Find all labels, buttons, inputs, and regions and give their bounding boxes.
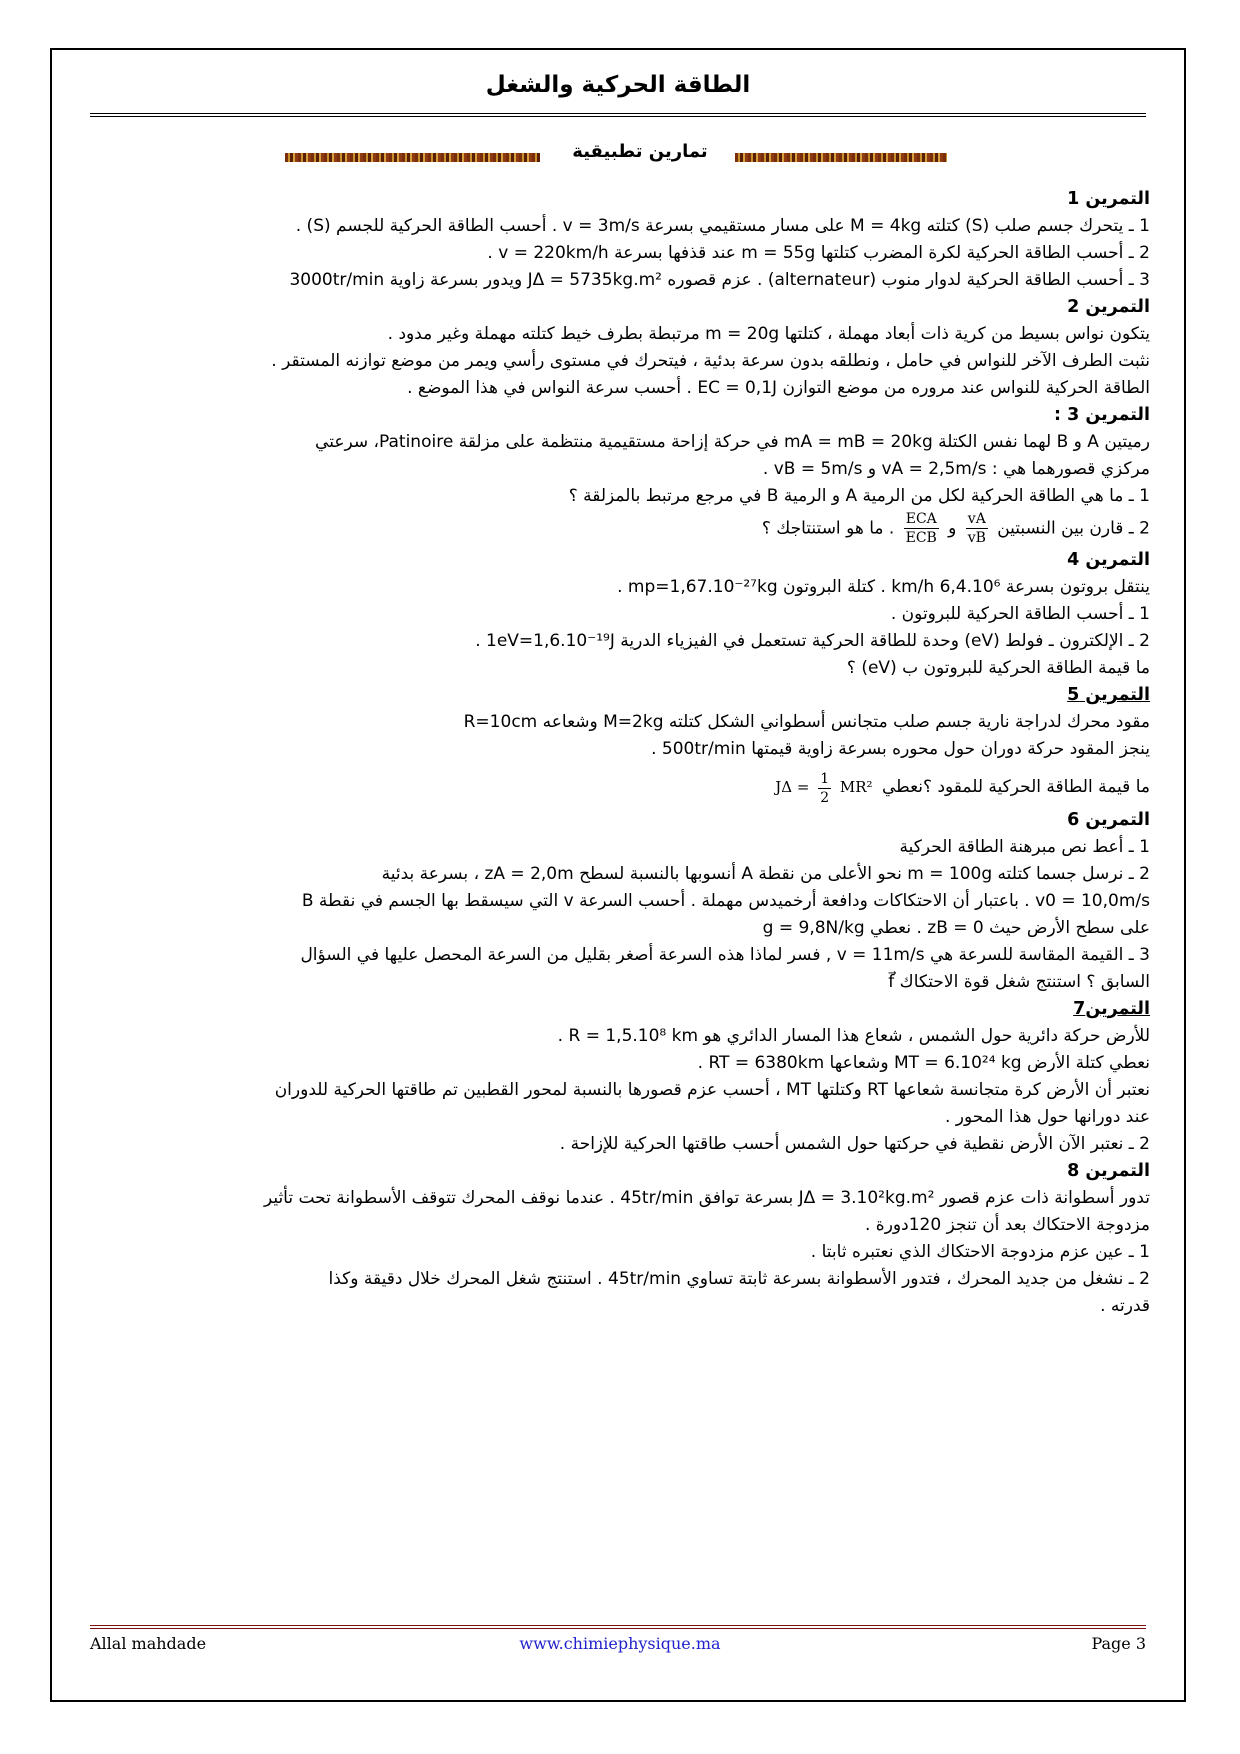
exercise-1-heading: التمرين 1 — [1067, 189, 1150, 209]
section-subtitle: تمارين تطبيقية — [572, 141, 708, 162]
exercise-8-heading: التمرين 8 — [1067, 1160, 1150, 1181]
exercise-6-line: على سطح الأرض حيث zB = 0 . نعطي g = 9,8N/kg — [762, 917, 1150, 938]
exercise-1-line: 3 ـ أحسب الطاقة الحركية لدوار منوب (alternateur) . عزم قصوره JΔ = 5735kg.m² ويدور بسرعة زاوية 3000tr/min — [289, 270, 1150, 290]
fraction-numerator: ECA — [905, 511, 937, 527]
exercise-7-line: نعطي كتلة الأرض MT = 6.10²⁴ kg وشعاعها RT = 6380km . — [697, 1052, 1150, 1073]
exercise-6-line: 2 ـ نرسل جسما كتلته m = 100g نحو الأعلى من نقطة A أنسوبها بالنسبة لسطح zA = 2,0m ، بسرعة بدئية — [381, 863, 1150, 884]
fraction-numerator: vA — [967, 511, 986, 527]
exercise-7-heading: التمرين7 — [1073, 998, 1150, 1019]
ratio-text-end: . ما هو استنتاجك ؟ — [761, 518, 895, 539]
exercise-8-line: 2 ـ نشغل من جديد المحرك ، فتدور الأسطوانة بسرعة ثابتة تساوي 45tr/min . استنتج شغل المحرك خلال دقيقة وكذا — [328, 1268, 1150, 1289]
exercise-8-line: قدرته . — [1100, 1295, 1150, 1316]
energy-ratio-fraction — [904, 510, 939, 547]
exercise-1-line: 2 ـ أحسب الطاقة الحركية لكرة المضرب كتلتها m = 55g عند قذفها بسرعة v = 220km/h . — [487, 243, 1150, 263]
formula-left: JΔ = — [775, 778, 810, 796]
formula-text: ما قيمة الطاقة الحركية للمقود ؟نعطي — [881, 777, 1150, 797]
footer-divider — [90, 1625, 1146, 1629]
fraction-denominator: 2 — [820, 789, 830, 806]
exercise-4-line: 1 ـ أحسب الطاقة الحركية للبروتون . — [890, 604, 1150, 624]
exercise-6-line: 3 ـ القيمة المقاسة للسرعة هي v = 11m/s , فسر لماذا هذه السرعة أصغر بقليل من السرعة المحصل عليها في السؤال — [300, 944, 1150, 965]
exercise-8-line: تدور أسطوانة ذات عزم قصور JΔ = 3.10²kg.m² بسرعة توافق 45tr/min . عندما نوقف المحرك تتوقف الأسطوانة تحت تأثير — [263, 1187, 1150, 1208]
footer-website-link[interactable]: www.chimiephysique.ma — [519, 1634, 721, 1653]
ratio-text-start: 2 ـ قارن بين النسبتين — [997, 518, 1150, 539]
inertia-formula — [771, 769, 876, 807]
exercise-4-line: ما قيمة الطاقة الحركية للبروتون ب (eV) ؟ — [846, 658, 1150, 678]
exercises-content — [88, 186, 1150, 1320]
exercise-7-line: 2 ـ نعتبر الآن الأرض نقطية في حركتها حول الشمس أحسب طاقتها الحركية للإزاحة . — [559, 1133, 1150, 1154]
exercise-2-line: الطاقة الحركية للنواس عند مروره من موضع التوازن EC = 0,1J . أحسب سرعة النواس في هذا الموضع . — [407, 378, 1150, 398]
exercise-6-line: السابق ؟ استنتج شغل قوة الاحتكاك f⃗ — [888, 971, 1150, 992]
fraction-denominator: vB — [967, 530, 986, 546]
exercise-5-line: مقود محرك لدراجة نارية جسم صلب متجانس أسطواني الشكل كتلته M=2kg وشعاعه R=10cm — [463, 712, 1150, 732]
exercise-8-line: مزدوجة الاحتكاك بعد أن تنجز 120دورة . — [865, 1214, 1150, 1235]
footer-author: Allal mahdade — [90, 1634, 207, 1653]
exercise-1-line: 1 ـ يتحرك جسم صلب (S) كتلته M = 4kg على مسار مستقيمي بسرعة v = 3m/s . أحسب الطاقة الحركية للجسم (S) . — [295, 216, 1150, 236]
decorative-band-right — [735, 153, 947, 162]
fraction-numerator: 1 — [820, 770, 830, 787]
exercise-4-heading: التمرين 4 — [1067, 550, 1150, 570]
exercise-5-formula-line — [88, 769, 1150, 807]
exercise-7-line: نعتبر أن الأرض كرة متجانسة شعاعها RT وكتلتها MT ، أحسب عزم قصورها بالنسبة لمحور القطبين تم طاقتها الحركية للدوران — [274, 1079, 1150, 1100]
exercise-3-heading: التمرين 3 : — [1053, 405, 1150, 425]
exercise-7-line: للأرض حركة دائرية حول الشمس ، شعاع هذا المسار الدائري هو R = 1,5.10⁸ km . — [557, 1025, 1150, 1046]
formula-right: MR² — [839, 778, 873, 796]
exercise-4-line: 2 ـ الإلكترون ـ فولط (eV) وحدة للطاقة الحركية تستعمل في الفيزياء الدرية 1eV=1,6.10⁻¹⁹J . — [475, 631, 1150, 651]
ratio-text-and: و — [948, 518, 957, 539]
velocity-ratio-fraction — [966, 510, 988, 547]
fraction-denominator: ECB — [905, 530, 937, 546]
page-title: الطاقة الحركية والشغل — [485, 72, 751, 98]
exercise-5-line: ينجز المقود حركة دوران حول محوره بسرعة زاوية قيمتها 500tr/min . — [651, 739, 1150, 759]
exercise-6-heading: التمرين 6 — [1067, 809, 1150, 830]
decorative-band-left — [285, 153, 540, 162]
exercise-3-line: مركزي قصورهما هي : vA = 2,5m/s و vB = 5m/s . — [762, 459, 1150, 479]
exercise-2-line: يتكون نواس بسيط من كرية ذات أبعاد مهملة ، كتلتها m = 20g مرتبطة بطرف خيط كتلته مهملة وغير مدود . — [387, 324, 1150, 344]
exercise-3-line: 1 ـ ما هي الطاقة الحركية لكل من الرمية A و الرمية B في مرجع مرتبط بالمزلقة ؟ — [568, 486, 1150, 506]
exercise-5-heading: التمرين 5 — [1067, 685, 1150, 705]
footer-page-number: Page 3 — [1091, 1634, 1146, 1653]
exercise-6-line: v0 = 10,0m/s . باعتبار أن الاحتكاكات ودافعة أرخميدس مهملة . أحسب السرعة v التي سيسقط بها الجسم في نقطة B — [301, 890, 1150, 911]
exercise-6-line: 1 ـ أعط نص مبرهنة الطاقة الحركية — [899, 836, 1150, 857]
exercise-2-heading: التمرين 2 — [1067, 297, 1150, 317]
exercise-8-line: 1 ـ عين عزم مزدوجة الاحتكاك الذي نعتبره ثابتا . — [810, 1241, 1150, 1262]
title-divider — [90, 113, 1146, 117]
exercise-3-line: رميتين A و B لهما نفس الكتلة mA = mB = 20kg في حركة إزاحة مستقيمية منتظمة على مزلقة Patinoire، سرعتي — [315, 432, 1150, 452]
exercise-7-line: عند دورانها حول هذا المحور . — [944, 1106, 1150, 1127]
half-fraction — [818, 770, 831, 807]
exercise-4-line: ينتقل بروتون بسرعة 6,4.10⁶ km/h . كتلة البروتون mp=1,67.10⁻²⁷kg . — [617, 577, 1150, 597]
exercise-2-line: نثبت الطرف الآخر للنواس في حامل ، ونطلقه بدون سرعة بدئية ، فيتحرك في مستوى رأسي ويمر من موضع توازنه المستقر . — [271, 351, 1150, 371]
exercise-3-ratio-line — [88, 510, 1150, 547]
